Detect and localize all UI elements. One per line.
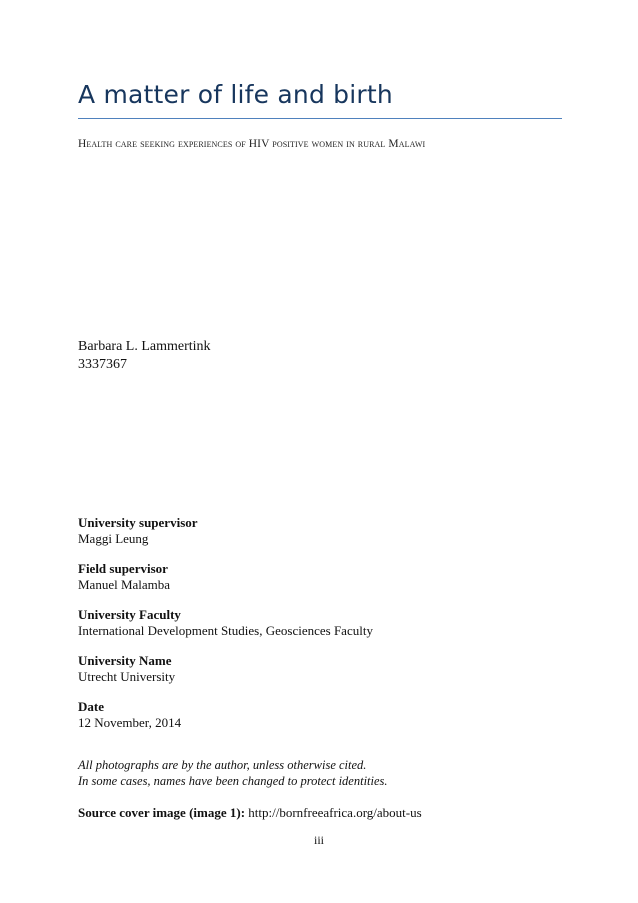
- author-name: Barbara L. Lammertink: [78, 339, 211, 354]
- detail-value: Maggi Leung: [78, 531, 149, 546]
- detail-field-supervisor: [78, 561, 373, 593]
- note-names: In some cases, names have been changed to protect identities.: [78, 774, 388, 788]
- detail-date: [78, 699, 373, 731]
- detail-university-name: [78, 653, 373, 685]
- page-number: iii: [313, 833, 324, 847]
- note-photographs: All photographs are by the author, unless otherwise cited.: [78, 758, 367, 772]
- detail-value: International Development Studies, Geosciences Faculty: [78, 623, 373, 638]
- detail-university-faculty: [78, 607, 373, 639]
- page-title: A matter of life and birth: [78, 80, 393, 109]
- detail-label: Date: [78, 699, 104, 714]
- source-line: [78, 805, 422, 821]
- detail-value: Utrecht University: [78, 669, 176, 684]
- notes: [78, 757, 388, 789]
- thesis-details: [78, 515, 373, 745]
- detail-label: Field supervisor: [78, 561, 168, 576]
- source-url: http://bornfreeafrica.org/about-us: [248, 805, 422, 820]
- detail-label: University supervisor: [78, 515, 198, 530]
- page-subtitle: Health care seeking experiences of HIV positive women in rural Malawi: [78, 138, 426, 150]
- source-label: Source cover image (image 1):: [78, 805, 246, 820]
- title-divider: [78, 118, 562, 119]
- student-number: 3337367: [78, 357, 127, 372]
- detail-value: 12 November, 2014: [78, 715, 182, 730]
- detail-label: University Faculty: [78, 607, 181, 622]
- detail-label: University Name: [78, 653, 172, 668]
- detail-university-supervisor: [78, 515, 373, 547]
- detail-value: Manuel Malamba: [78, 577, 171, 592]
- author-block: [78, 338, 211, 374]
